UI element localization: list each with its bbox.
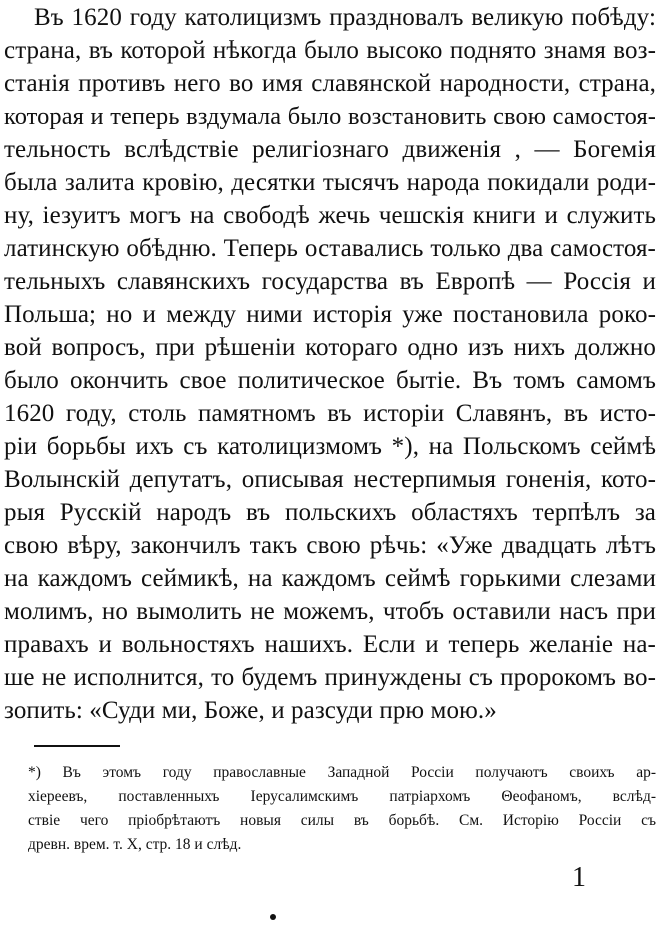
text-line-17: свою вѣру, закончилъ такъ свою рѣчь: «Уже двадцать лѣтъ	[4, 532, 656, 559]
text-line-21: ше не исполнится, то будемъ принуждены съ пророкомъ во-	[4, 664, 656, 691]
page-number: 1	[572, 862, 586, 893]
footnote-line-2: хіереевъ, поставленныхъ Іерусалимскимъ патріархомъ Θеофаномъ, вслѣд-	[28, 788, 656, 805]
text-line-12: было окончить свое политическое бытіе. Въ томъ самомъ	[4, 367, 656, 394]
footnote-separator	[34, 745, 120, 747]
text-line-11: вой вопросъ, при рѣшеніи котораго одно изъ нихъ должно	[4, 334, 656, 361]
text-line-10: Польша; но и между ними исторія уже постановила роко-	[4, 301, 656, 328]
text-line-22: зопить: «Суди ми, Боже, и разсуди прю мою.»	[4, 697, 497, 724]
text-line-15: Волынскій депутатъ, описывая нестерпимыя гоненія, кото-	[4, 466, 656, 493]
text-line-6: была залита кровію, десятки тысячъ народа покидали роди-	[4, 169, 656, 196]
text-line-14: ріи борьбы ихъ съ католицизмомъ *), на Польскомъ сеймѣ	[4, 433, 656, 460]
text-line-16: рыя Русскій народъ въ польскихъ областяхъ терпѣлъ за	[4, 499, 656, 526]
text-line-20: правахъ и вольностяхъ нашихъ. Если и теперь желаніе на-	[4, 631, 656, 658]
text-line-7: ну, іезуитъ могъ на свободѣ жечь чешскія книги и служить	[4, 202, 656, 229]
text-line-4: которая и теперь вздумала было возстановить свою самостоя-	[4, 103, 656, 130]
footnote-line-3: ствіе чего пріобрѣтаютъ новыя силы въ борьбѣ. См. Исторію Россіи съ	[28, 812, 656, 829]
text-line-18: на каждомъ сеймикѣ, на каждомъ сеймѣ горькими слезами	[4, 565, 656, 592]
ink-speck	[270, 914, 276, 920]
text-line-1: Въ 1620 году католицизмъ праздновалъ великую побѣду:	[34, 4, 656, 31]
text-line-2: страна, въ которой нѣкогда было высоко поднято знамя воз-	[4, 37, 656, 64]
text-line-9: тельныхъ славянскихъ государства въ Европѣ — Россія и	[4, 268, 656, 295]
footnote-line-1: *) Въ этомъ году православные Западной Россіи получаютъ своихъ ар-	[28, 764, 656, 781]
text-line-8: латинскую обѣдню. Теперь оставались только два самостоя-	[4, 235, 656, 262]
text-line-13: 1620 году, столь памятномъ въ исторіи Славянъ, въ исто-	[4, 400, 656, 427]
text-line-3: станія противъ него во имя славянской народности, страна,	[4, 70, 656, 97]
text-line-5: тельность вслѣдствіе религіознаго движенія , — Богемія	[4, 136, 656, 163]
text-line-19: молимъ, но вымолить не можемъ, чтобъ оставили насъ при	[4, 598, 656, 625]
footnote-line-4: древн. врем. т. X, стр. 18 и слѣд.	[28, 836, 242, 853]
